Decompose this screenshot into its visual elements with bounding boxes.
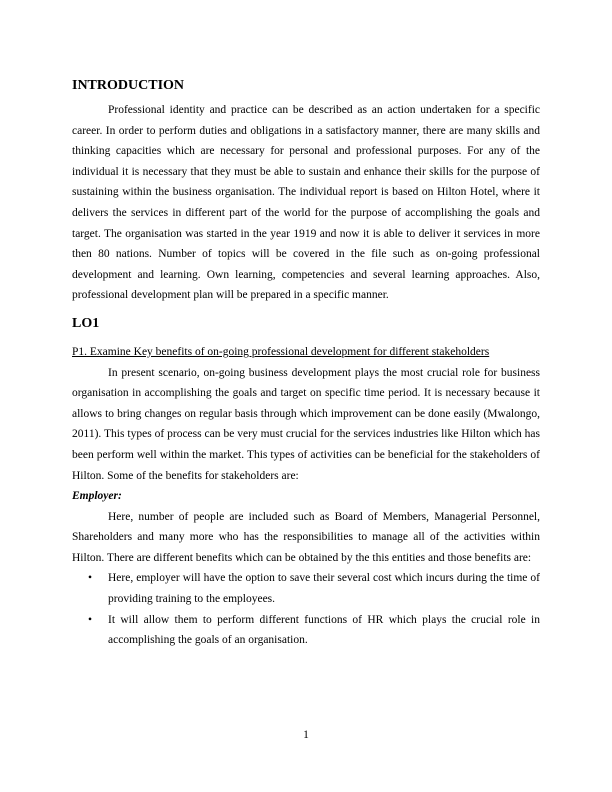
introduction-paragraph: Professional identity and practice can be described as an action undertaken for a specific career. In order to perform duties and obligations in a satisfactory manner, there are many skills and thinking capacities which are necessary for personal and professional purposes. For any of the individual it is necessary that they must be able to sustain and enhance their skills for the purpose of sustaining within the business organisation. The individual report is based on Hilton Hotel, where it delivers the services in different part of the world for the purpose of accomplishing the goals and target. The organisation was started in the year 1919 and now it is able to deliver it services in more then 80 nations. Number of topics will be covered in the file such as on-going professional development and learning. Own learning, competencies and several learning approaches. Also, professional development plan will be prepared in a specific manner. [72, 104, 540, 302]
list-item-text: Here, employer will have the option to save their several cost which incurs during the time of providing training to the employees. [108, 572, 540, 606]
list-item [72, 610, 540, 651]
introduction-heading: INTRODUCTION [72, 78, 185, 93]
bullet-icon: • [88, 572, 93, 585]
lo1-heading: LO1 [72, 315, 100, 331]
list-item [72, 568, 540, 609]
employer-paragraph: Here, number of people are included such as Board of Members, Managerial Personnel, Shareholders and many more who has the responsibilities to manage all of the activities within Hilton. There are different benefits which can be obtained by the this entities and those benefits are: [72, 510, 540, 564]
list-item-text: It will allow them to perform different functions of HR which plays the crucial role in accomplishing the goals of an organisation. [108, 613, 540, 647]
bullet-icon: • [88, 613, 93, 626]
p1-subheading: P1. Examine Key benefits of on-going professional development for different stakeholders [72, 345, 490, 358]
page-content [72, 76, 540, 651]
employer-benefits-list [72, 568, 540, 650]
p1-paragraph: In present scenario, on-going business development plays the most crucial role for business organisation in accomplishing the goals and target on specific time period. It is necessary because it allows to bring changes on regular basis through which improvement can be done easily (Mwalongo, 2011). This types of process can be very must crucial for the services industries like Hilton which has been perform well within the market. This types of activities can be beneficial for the stakeholders of Hilton. Some of the benefits for stakeholders are: [72, 366, 540, 482]
page-number: 1 [303, 729, 309, 741]
employer-label: Employer: [72, 490, 122, 503]
